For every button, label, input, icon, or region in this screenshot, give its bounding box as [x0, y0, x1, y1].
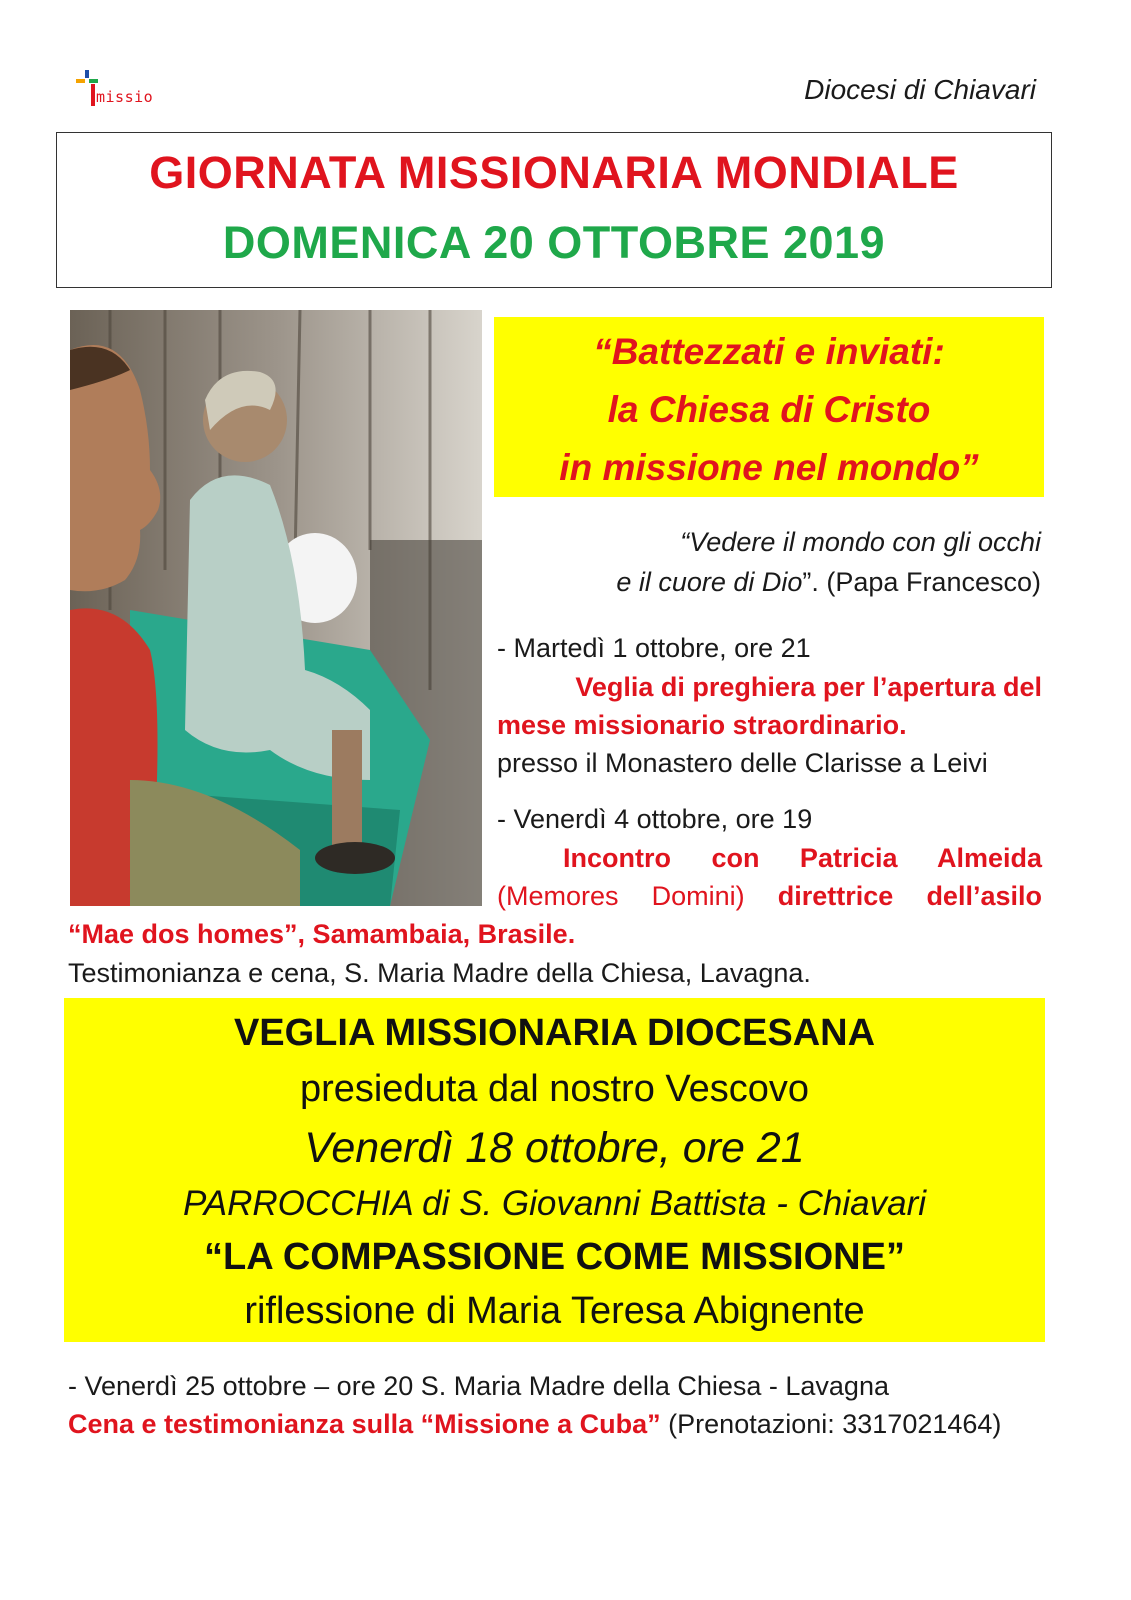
title-box [56, 132, 1052, 288]
theme-line-2: la Chiesa di Cristo [607, 389, 931, 430]
logo-text: missio [96, 88, 154, 106]
footer-line [68, 1408, 1068, 1440]
event2-place: Testimonianza e cena, S. Maria Madre della Chiesa, Lavagna. [68, 958, 811, 988]
veglia-theme: “LA COMPASSIONE COME MISSIONE” [204, 1236, 905, 1278]
quote-line-2 [496, 566, 1041, 598]
footer-title: Cena e testimonianza sulla “Missione a Cuba” [68, 1409, 661, 1439]
quote-line-1: “Vedere il mondo con gli occhi [680, 527, 1041, 557]
quote-italic: e il cuore di Dio [616, 567, 803, 597]
theme-line-3: in missione nel mondo” [559, 447, 979, 488]
event1-title-1: Veglia di preghiera per l’apertura del [575, 672, 1042, 702]
missio-logo [72, 68, 192, 110]
event2-role: direttrice dell’asilo [777, 881, 1042, 911]
veglia-speaker: riflessione di Maria Teresa Abignente [244, 1290, 865, 1332]
main-title: GIORNATA MISSIONARIA MONDIALE [149, 147, 959, 198]
diocese-name: Diocesi di Chiavari [804, 74, 1036, 105]
veglia-box [64, 998, 1045, 1342]
theme-line-1: “Battezzati e inviati: [593, 331, 945, 372]
footer-booking: (Prenotazioni: 3317021464) [668, 1409, 1002, 1439]
quote-attribution: ”. (Papa Francesco) [802, 567, 1041, 597]
event2-title-3: “Mae dos homes”, Samambaia, Brasile. [68, 919, 576, 949]
veglia-subtitle: presieduta dal nostro Vescovo [299, 1068, 810, 1110]
mission-photo [70, 310, 482, 906]
event1-place: presso il Monastero delle Clarisse a Leivi [497, 748, 988, 778]
event2-date: - Venerdì 4 ottobre, ore 19 [497, 804, 813, 834]
event2-title-2 [497, 880, 1042, 912]
veglia-place: PARROCCHIA di S. Giovanni Battista - Chiavari [182, 1184, 926, 1223]
event2-org: (Memores Domini) [497, 881, 745, 911]
veglia-title: VEGLIA MISSIONARIA DIOCESANA [233, 1012, 876, 1054]
main-date: DOMENICA 20 OTTOBRE 2019 [222, 217, 886, 268]
event2-title-1: Incontro con Patricia Almeida [563, 843, 1042, 873]
footer-date: - Venerdì 25 ottobre – ore 20 S. Maria Madre della Chiesa - Lavagna [68, 1371, 889, 1401]
event1-title-2: mese missionario straordinario. [497, 710, 907, 740]
veglia-date: Venerdì 18 ottobre, ore 21 [304, 1124, 805, 1172]
event1-date: - Martedì 1 ottobre, ore 21 [497, 633, 811, 663]
theme-box [494, 317, 1044, 497]
